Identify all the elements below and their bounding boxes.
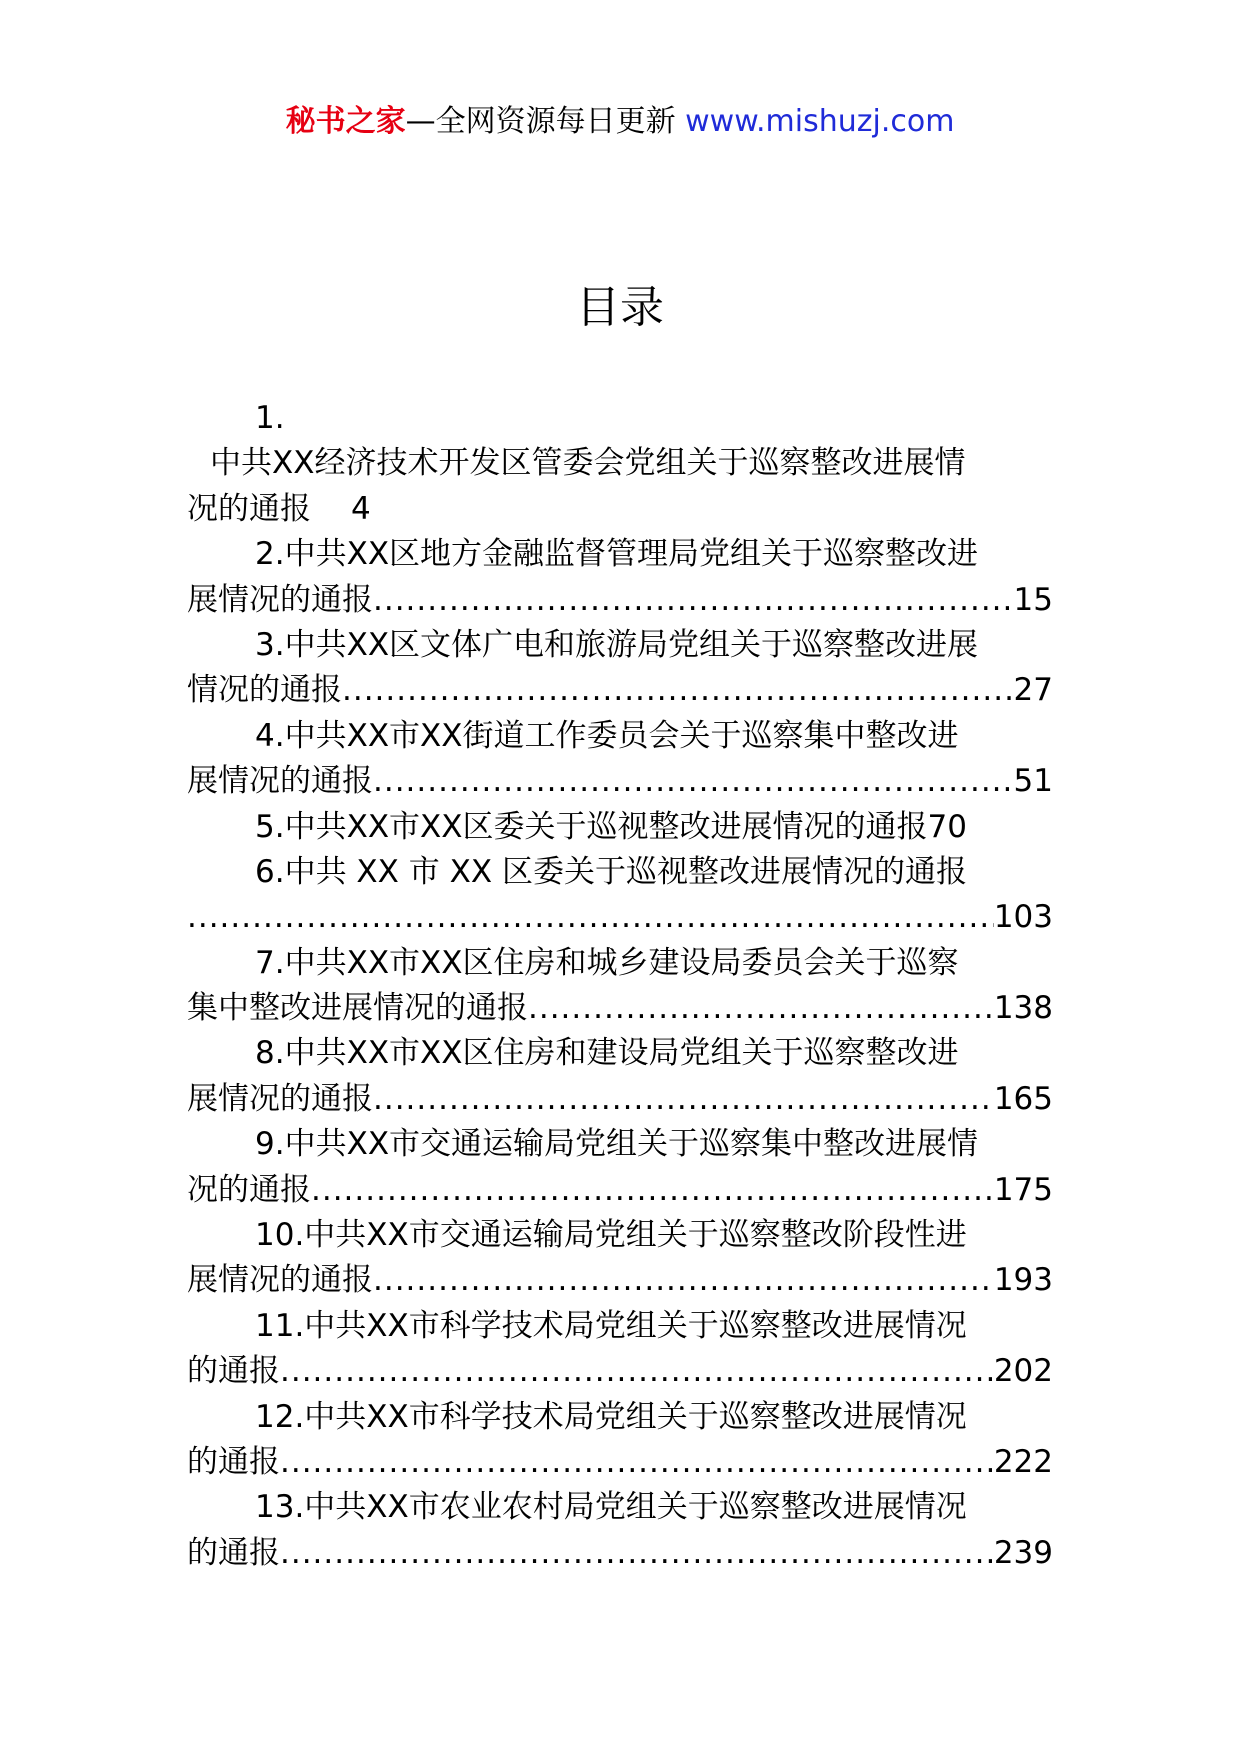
toc-entry-11-leader[interactable] bbox=[187, 1349, 1053, 1394]
dot-leader bbox=[280, 1349, 994, 1394]
toc-entry-12-leader[interactable] bbox=[187, 1440, 1053, 1485]
toc-entry-title-cont: 展情况的通报 bbox=[187, 763, 373, 800]
toc-entry-1-tail[interactable] bbox=[187, 487, 1053, 532]
toc-page-number: 222 bbox=[993, 1443, 1053, 1480]
toc-entry-13-title[interactable]: 13.中共XX市农业农村局党组关于巡察整改进展情况 bbox=[255, 1489, 967, 1526]
dot-leader bbox=[373, 1258, 994, 1303]
brand-name: 秘书之家 bbox=[285, 104, 406, 139]
toc-entry-title: 5.中共XX市XX区委关于巡视整改进展情况的通报 bbox=[255, 808, 928, 845]
toc-entry-1-title[interactable]: 中共XX经济技术开发区管委会党组关于巡察整改进展情 bbox=[210, 445, 966, 482]
toc-entry-title-cont: 的通报 bbox=[187, 1353, 280, 1390]
toc-entry-10-leader[interactable] bbox=[187, 1258, 1053, 1303]
site-header bbox=[0, 100, 1240, 144]
toc-entry-8-title[interactable]: 8.中共XX市XX区住房和建设局党组关于巡察整改进 bbox=[255, 1035, 959, 1072]
toc-entry-4-title[interactable]: 4.中共XX市XX街道工作委员会关于巡察集中整改进 bbox=[255, 717, 959, 754]
toc-entry-9-title[interactable]: 9.中共XX市交通运输局党组关于巡察集中整改进展情 bbox=[255, 1126, 979, 1163]
toc-entry-title-cont: 况的通报 bbox=[187, 1171, 311, 1208]
toc-page-number: 27 bbox=[1013, 672, 1053, 709]
dot-leader bbox=[528, 986, 994, 1031]
toc-entry-title-cont: 展情况的通报 bbox=[187, 1262, 373, 1299]
toc-entry-3-leader[interactable] bbox=[187, 668, 1053, 713]
toc-page-number: 4 bbox=[351, 490, 371, 527]
toc-entry-title-cont: 的通报 bbox=[187, 1534, 280, 1571]
toc-page-number: 15 bbox=[1013, 581, 1053, 618]
toc-entry-7-title[interactable]: 7.中共XX市XX区住房和城乡建设局委员会关于巡察 bbox=[255, 944, 959, 981]
toc-entry-3-title[interactable]: 3.中共XX区文体广电和旅游局党组关于巡察整改进展 bbox=[255, 626, 979, 663]
dot-leader bbox=[280, 1440, 994, 1485]
toc-page-number: 202 bbox=[993, 1353, 1053, 1390]
dot-leader bbox=[373, 578, 1014, 623]
toc-entry-9-leader[interactable] bbox=[187, 1168, 1053, 1213]
toc-entry-5[interactable] bbox=[187, 805, 1053, 850]
header-tagline: —全网资源每日更新 bbox=[405, 104, 676, 139]
toc-entry-title-cont: 展情况的通报 bbox=[187, 581, 373, 618]
dot-leader bbox=[280, 1531, 994, 1576]
toc-page-number: 51 bbox=[1013, 763, 1053, 800]
dot-leader bbox=[342, 668, 1014, 713]
toc-entry-2-title[interactable]: 2.中共XX区地方金融监督管理局党组关于巡察整改进 bbox=[255, 536, 979, 573]
toc-entry-title-cont: 况的通报 bbox=[187, 490, 311, 527]
toc-entry-10-title[interactable]: 10.中共XX市交通运输局党组关于巡察整改阶段性进 bbox=[255, 1217, 967, 1254]
toc-entry-6-title[interactable]: 6.中共 XX 市 XX 区委关于巡视整改进展情况的通报 bbox=[255, 853, 967, 890]
toc-entry-title-cont: 集中整改进展情况的通报 bbox=[187, 990, 528, 1027]
toc-page-number: 138 bbox=[993, 990, 1053, 1027]
toc-page-number: 239 bbox=[993, 1534, 1053, 1571]
dot-leader bbox=[187, 895, 994, 940]
toc-page-number: 70 bbox=[927, 808, 967, 845]
toc-page-number: 193 bbox=[993, 1262, 1053, 1299]
page-title: 目录 bbox=[576, 282, 664, 333]
toc-entry-title-cont: 展情况的通报 bbox=[187, 1080, 373, 1117]
toc-page-number: 103 bbox=[993, 899, 1053, 936]
toc-entry-7-leader[interactable] bbox=[187, 986, 1053, 1031]
dot-leader bbox=[373, 1077, 994, 1122]
toc-entry-12-title[interactable]: 12.中共XX市科学技术局党组关于巡察整改进展情况 bbox=[255, 1398, 967, 1435]
toc-page-number: 175 bbox=[993, 1171, 1053, 1208]
toc-entry-11-title[interactable]: 11.中共XX市科学技术局党组关于巡察整改进展情况 bbox=[255, 1307, 967, 1344]
toc-entry-6-leader[interactable] bbox=[187, 895, 1053, 940]
dot-leader bbox=[373, 759, 1014, 804]
dot-leader bbox=[311, 1168, 994, 1213]
toc-entry-13-leader[interactable] bbox=[187, 1531, 1053, 1576]
toc-entry-4-leader[interactable] bbox=[187, 759, 1053, 804]
toc-entry-title-cont: 情况的通报 bbox=[187, 672, 342, 709]
toc-entry-1-number[interactable]: 1. bbox=[255, 400, 285, 436]
site-url-link[interactable]: www.mishuzj.com bbox=[685, 104, 955, 139]
toc-page-number: 165 bbox=[993, 1080, 1053, 1117]
table-of-contents bbox=[187, 396, 1053, 1576]
toc-entry-8-leader[interactable] bbox=[187, 1077, 1053, 1122]
toc-entry-2-leader[interactable] bbox=[187, 578, 1053, 623]
toc-entry-title-cont: 的通报 bbox=[187, 1443, 280, 1480]
